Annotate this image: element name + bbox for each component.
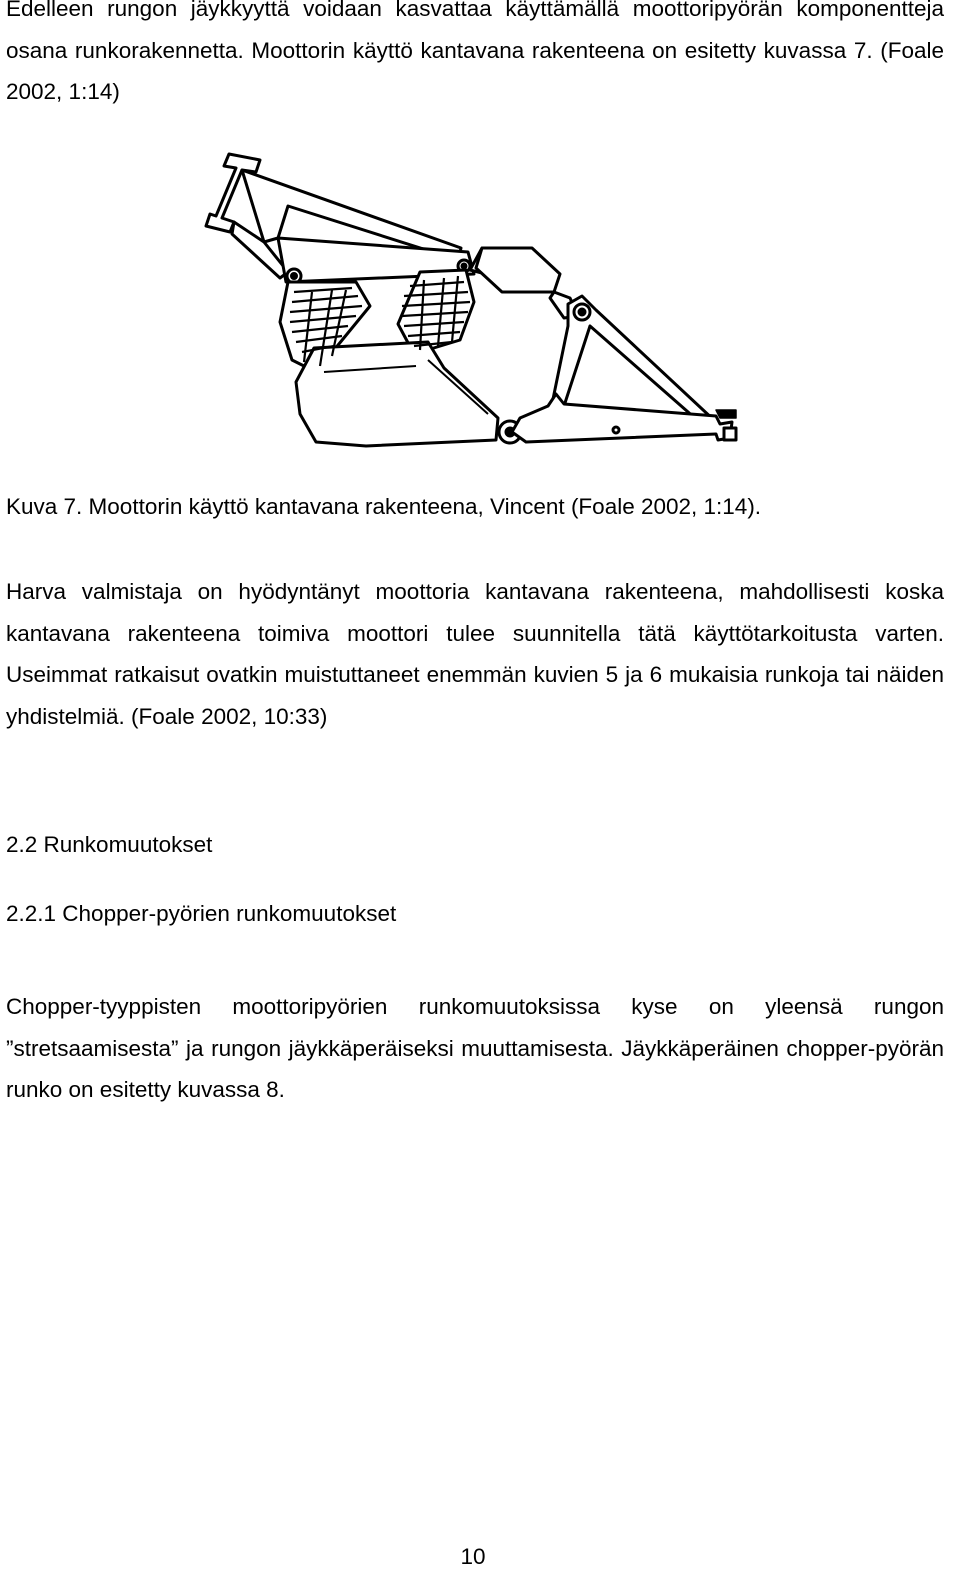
page-number: 10 [460, 1544, 486, 1569]
paragraph-intro: Edelleen rungon jäykkyyttä voidaan kasvattaa käyttämällä moottoripyörän komponentteja osana runkorakennetta. Moottorin käyttö kantavana rakenteena on esitetty kuvassa 7. (Foale 2002, 1:14) [6, 0, 944, 104]
vincent-engine-frame-drawing [196, 146, 744, 458]
subsection-heading: 2.2.1 Chopper-pyörien runkomuutokset [6, 901, 397, 926]
figure-caption: Kuva 7. Moottorin käyttö kantavana rakenteena, Vincent (Foale 2002, 1:14). [6, 494, 762, 519]
paragraph-chopper: Chopper-tyyppisten moottoripyörien runkomuutoksissa kyse on yleensä rungon ”stretsaamisesta” ja rungon jäykkäperäiseksi muuttamisesta. Jäykkäperäinen chopper-pyörän runko on esitetty kuvassa 8. [6, 994, 944, 1102]
section-heading: 2.2 Runkomuutokset [6, 832, 213, 857]
figure-vincent-frame [196, 146, 744, 458]
paragraph-engine-structure: Harva valmistaja on hyödyntänyt moottoria kantavana rakenteena, mahdollisesti koska kantavana rakenteena toimiva moottori tulee suunnitella tätä käyttötarkoitusta varten. Useimmat ratkaisut ovatkin muistuttaneet enemmän kuvien 5 ja 6 mukaisia runkoja tai näiden yhdistelmiä. (Foale 2002, 10:33) [6, 579, 944, 729]
